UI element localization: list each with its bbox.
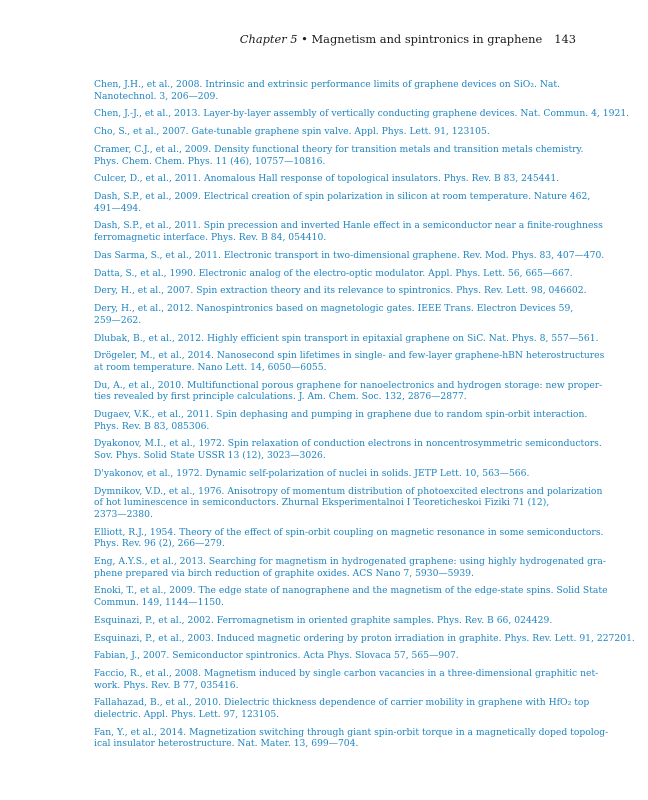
reference-line: Drögeler, M., et al., 2014. Nanosecond spin lifetimes in single- and few-layer graphene-hBN heterostructures [94, 350, 605, 362]
reference-line: Dash, S.P., et al., 2009. Electrical creation of spin polarization in silicon at room temperature. Nature 462, [94, 191, 591, 203]
reference-entry [94, 285, 587, 297]
reference-entry [94, 468, 578, 480]
reference-line: Phys. Rev. 96 (2), 266—279. [94, 538, 225, 550]
reference-entry [94, 268, 578, 280]
reference-entry [94, 79, 578, 102]
reference-line: Esquinazi, P., et al., 2002. Ferromagnetism in oriented graphite samples. Phys. Rev. B 66, 024429. [94, 614, 553, 626]
reference-entry [94, 485, 603, 521]
reference-entry [94, 697, 590, 721]
reference-line: Esquinazi, P., et al., 2003. Induced magnetic ordering by proton irradiation in graphite. Phys. Rev. Lett. 91, 227201. [94, 632, 635, 644]
reference-line: Phys. Rev. B 83, 085306. [94, 420, 210, 432]
reference-entry [94, 555, 606, 579]
reference-entry [94, 585, 608, 608]
reference-line: of hot luminescence in semiconductors. Zhurnal Eksperimentalnoi I Teoreticheskoi Fiziki 71 (12), [94, 497, 550, 509]
reference-line: Dlubak, B., et al., 2012. Highly efficient spin transport in epitaxial graphene on SiC. Nat. Phys. 8, 557—561. [94, 332, 599, 344]
reference-line: Faccio, R., et al., 2008. Magnetism induced by single carbon vacancies in a three-dimensional graphitic net- [94, 668, 599, 680]
reference-entry [94, 303, 578, 326]
reference-line: Chen, J.-J., et al., 2013. Layer-by-layer assembly of vertically conducting graphene devices. Nat. Commun. 4, 1921. [94, 108, 630, 120]
reference-entry [94, 108, 630, 120]
reference-line: Dery, H., et al., 2007. Spin extraction theory and its relevance to spintronics. Phys. Rev. Lett. 98, 046602. [94, 285, 587, 297]
reference-entry [94, 615, 578, 627]
page-number: 143 [554, 32, 576, 46]
reference-line: Cramer, C.J., et al., 2009. Density functional theory for transition metals and transition metals chemistry. [94, 143, 584, 155]
reference-line: Du, A., et al., 2010. Multifunctional porous graphene for nanoelectronics and hydrogen storage: new proper- [94, 379, 603, 391]
reference-line: Elliott, R.J., 1954. Theory of the effect of spin-orbit coupling on magnetic resonance in some semiconductors. [94, 526, 604, 538]
reference-line: Eng, A.Y.S., et al., 2013. Searching for magnetism in hydrogenated graphene: using highly hydrogenated gra- [94, 555, 606, 567]
reference-line: D'yakonov, et al., 1972. Dynamic self-polarization of nuclei in solids. JETP Lett. 10, 563—566. [94, 467, 530, 479]
reference-entry [94, 173, 578, 185]
reference-line: Dash, S.P., et al., 2011. Spin precession and inverted Hanle effect in a semiconductor near a finite-roughness [94, 220, 603, 232]
reference-line: Phys. Chem. Chem. Phys. 11 (46), 10757—10816. [94, 155, 326, 167]
reference-line: phene prepared via birch reduction of graphite oxides. ACS Nano 7, 5930—5939. [94, 567, 474, 579]
reference-line: Fabian, J., 2007. Semiconductor spintronics. Acta Phys. Slovaca 57, 565—907. [94, 650, 459, 662]
reference-line: Dyakonov, M.I., et al., 1972. Spin relaxation of conduction electrons in noncentrosymmetric semiconductors. [94, 438, 602, 450]
reference-line: 259—262. [94, 314, 142, 326]
reference-line: Chen, J.H., et al., 2008. Intrinsic and extrinsic performance limits of graphene devices on SiO₂. Nat. [94, 79, 560, 90]
reference-entry [94, 668, 599, 691]
reference-line: Dymnikov, V.D., et al., 1976. Anisotropy of momentum distribution of photoexcited electrons and polarization [94, 485, 603, 497]
reference-entry [94, 350, 605, 373]
reference-line: ical insulator heterostructure. Nat. Mater. 13, 699—704. [94, 738, 359, 750]
reference-line: ties revealed by first principle calculations. J. Am. Chem. Soc. 132, 2876—2877. [94, 391, 467, 403]
reference-entry [94, 143, 584, 167]
reference-entry [94, 650, 578, 662]
reference-line: at room temperature. Nano Lett. 14, 6050—6055. [94, 361, 327, 373]
reference-line: Sov. Phys. Solid State USSR 13 (12), 3023—3026. [94, 450, 326, 462]
reference-line: 491—494. [94, 202, 142, 214]
reference-line: dielectric. Appl. Phys. Lett. 97, 123105. [94, 709, 280, 721]
reference-entry [94, 526, 604, 550]
reference-line: work. Phys. Rev. B 77, 035416. [94, 679, 239, 691]
reference-entry [94, 438, 602, 462]
reference-line: ferromagnetic interface. Phys. Rev. B 84, 054410. [94, 232, 327, 244]
chapter-title: • Magnetism and spintronics in graphene [297, 32, 543, 46]
reference-line: Cho, S., et al., 2007. Gate-tunable graphene spin valve. Appl. Phys. Lett. 91, 123105. [94, 126, 490, 138]
reference-line: Fallahazad, B., et al., 2010. Dielectric thickness dependence of carrier mobility in graphene with HfO₂ top [94, 697, 590, 709]
reference-line: 2373—2380. [94, 508, 153, 520]
reference-line: Dery, H., et al., 2012. Nanospintronics based on magnetologic gates. IEEE Trans. Electron Devices 59, [94, 303, 574, 315]
reference-list [94, 79, 635, 756]
reference-entry [94, 632, 635, 645]
reference-entry [94, 409, 588, 432]
reference-line: Culcer, D., et al., 2011. Anomalous Hall response of topological insulators. Phys. Rev. B 83, 245441. [94, 173, 560, 185]
reference-entry [94, 332, 599, 345]
reference-line: Enoki, T., et al., 2009. The edge state of nanographene and the magnetism of the edge-state spins. Solid State [94, 585, 608, 597]
reference-entry [94, 249, 605, 262]
reference-line: Das Sarma, S., et al., 2011. Electronic transport in two-dimensional graphene. Rev. Mod. Phys. 83, 407—470. [94, 249, 605, 261]
reference-line: Commun. 149, 1144—1150. [94, 596, 224, 608]
reference-entry [94, 126, 578, 138]
reference-entry [94, 220, 603, 244]
reference-entry [94, 726, 609, 750]
reference-line: Nanotechnol. 3, 206—209. [94, 90, 219, 102]
reference-entry [94, 191, 591, 214]
reference-entry [94, 379, 603, 403]
running-header [0, 32, 576, 46]
chapter-label: Chapter 5 [239, 32, 298, 46]
reference-line: Dugaev, V.K., et al., 2011. Spin dephasing and pumping in graphene due to random spin-orbit interaction. [94, 409, 588, 421]
reference-line: Fan, Y., et al., 2014. Magnetization switching through giant spin-orbit torque in a magnetically doped topolog- [94, 726, 609, 738]
reference-line: Datta, S., et al., 1990. Electronic analog of the electro-optic modulator. Appl. Phys. Lett. 56, 665—667. [94, 267, 573, 279]
